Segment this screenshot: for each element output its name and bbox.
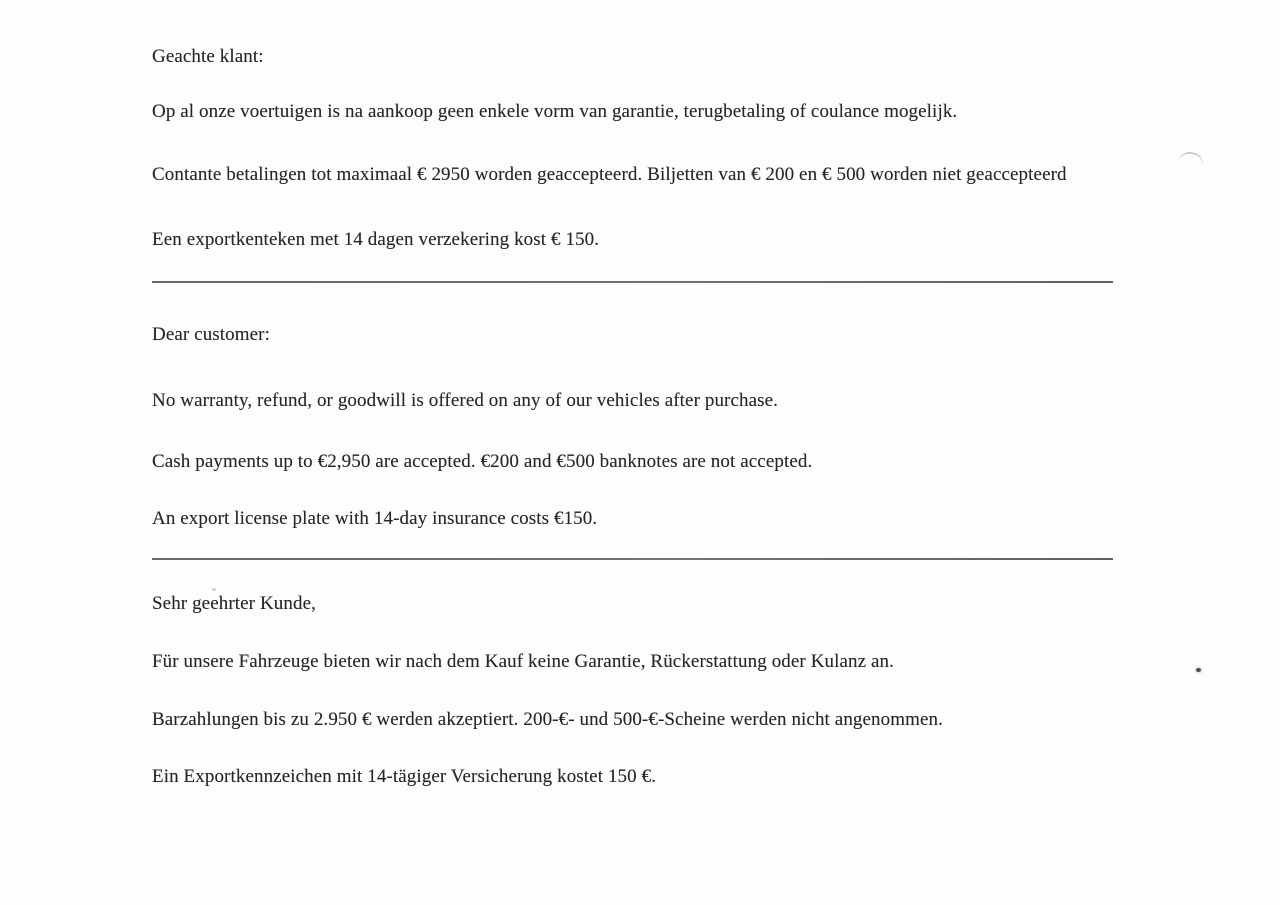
greeting-german: Sehr geehrter Kunde, bbox=[152, 593, 316, 614]
greeting-english: Dear customer: bbox=[152, 324, 270, 345]
paragraph-german-warranty: Für unsere Fahrzeuge bieten wir nach dem Kauf keine Garantie, Rückerstattung oder Kulanz an. bbox=[152, 651, 895, 672]
paragraph-dutch-export-plate: Een exportkenteken met 14 dagen verzekering kost € 150. bbox=[152, 229, 600, 250]
paragraph-english-cash: Cash payments up to €2,950 are accepted. €200 and €500 banknotes are not accepted. bbox=[152, 451, 813, 472]
scan-artifact-speck bbox=[212, 588, 216, 591]
paragraph-english-export-plate: An export license plate with 14-day insurance costs €150. bbox=[152, 508, 598, 529]
paragraph-dutch-cash: Contante betalingen tot maximaal € 2950 worden geaccepteerd. Biljetten van € 200 en € 500 worden niet geaccepteerd bbox=[152, 164, 1067, 185]
paragraph-german-export-plate: Ein Exportkennzeichen mit 14-tägiger Versicherung kostet 150 €. bbox=[152, 766, 657, 787]
section-divider-1 bbox=[152, 281, 1113, 283]
scan-artifact-curl bbox=[1177, 150, 1205, 167]
paragraph-english-warranty: No warranty, refund, or goodwill is offered on any of our vehicles after purchase. bbox=[152, 390, 779, 411]
scan-artifact-dot bbox=[1196, 668, 1201, 672]
section-divider-2 bbox=[152, 558, 1113, 560]
paragraph-german-cash: Barzahlungen bis zu 2.950 € werden akzeptiert. 200-€- und 500-€-Scheine werden nicht angenommen. bbox=[152, 709, 943, 730]
greeting-dutch: Geachte klant: bbox=[152, 46, 264, 67]
paragraph-dutch-warranty: Op al onze voertuigen is na aankoop geen enkele vorm van garantie, terugbetaling of coulance mogelijk. bbox=[152, 101, 958, 122]
